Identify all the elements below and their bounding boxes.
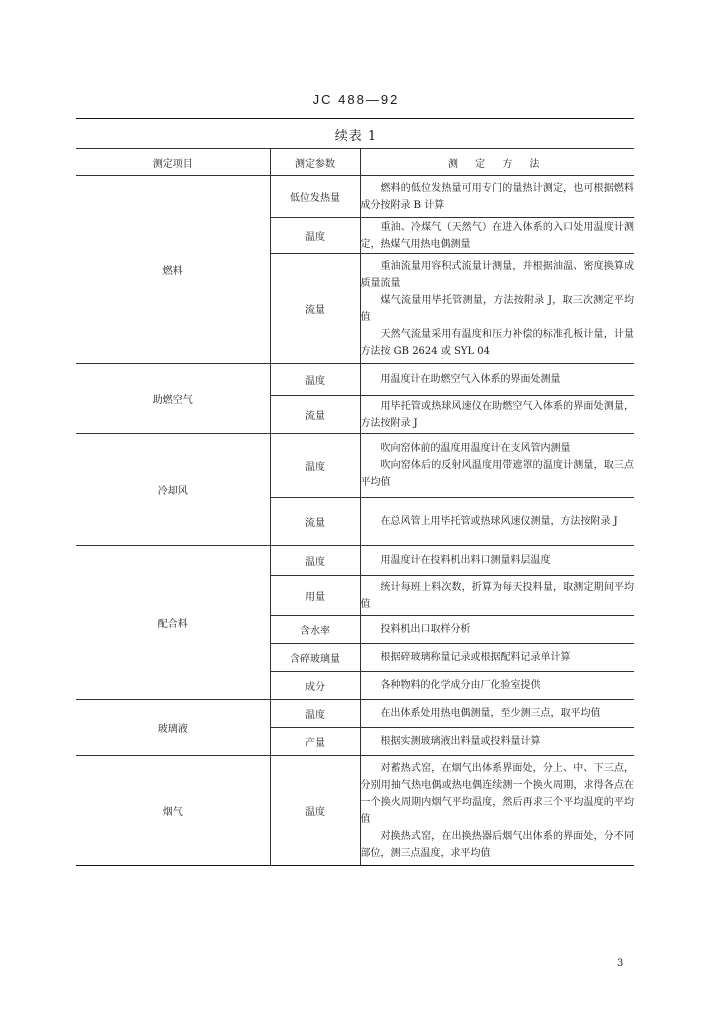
method-paragraph: 用毕托管或热球风速仪在助燃空气入体系的界面处测量，方法按附录 J: [360, 400, 634, 429]
standard-code: JC 488—92: [312, 92, 400, 107]
method-paragraph: 投料机出口取样分析: [380, 624, 471, 635]
column-header-method: 测 定 方 法: [360, 149, 634, 176]
header-rule: [76, 118, 634, 119]
method-paragraph: 吹向窑体前的温度用温度计在支风管内测量: [380, 443, 571, 454]
method-paragraph: 重油、冷煤气（天然气）在进入体系的入口处用温度计测定，热煤气用热电偶测量: [360, 221, 634, 250]
measured-parameter-cell: 成分: [270, 672, 360, 700]
table-title: 续表 1: [334, 129, 378, 144]
table-row: [76, 756, 634, 866]
measurement-method-cell: [360, 672, 634, 700]
measured-parameter-cell: 温度: [270, 218, 360, 254]
method-paragraph: 对换热式窑，在出换热器后烟气出体系的界面处，分不同部位，测三点温度，求平均值: [360, 830, 634, 859]
measured-item-cell: 配合料: [76, 546, 270, 700]
measured-item-cell: 冷却风: [76, 434, 270, 546]
measured-parameter-cell: 温度: [270, 700, 360, 728]
method-paragraph: 在总风管上用毕托管或热球风速仪测量，方法按附录 J: [380, 516, 618, 527]
table-row: [76, 700, 634, 728]
measurement-method-cell: [360, 218, 634, 254]
measured-parameter-cell: 温度: [270, 756, 360, 866]
measured-parameter-cell: 流量: [270, 254, 360, 364]
table-row: [76, 546, 634, 576]
method-paragraph: 重油流量用容积式流量计测量，并根据油温、密度换算成质量流量: [360, 260, 634, 289]
measured-parameter-cell: 温度: [270, 546, 360, 576]
measured-item-cell: 烟气: [76, 756, 270, 866]
table-row: [76, 434, 634, 498]
table-body: [76, 176, 634, 866]
measured-parameter-cell: 流量: [270, 396, 360, 434]
measurement-method-cell: [360, 700, 634, 728]
measured-item-cell: 助燃空气: [76, 364, 270, 434]
measured-parameter-cell: 含水率: [270, 616, 360, 644]
column-header-parameter: 测定参数: [270, 149, 360, 176]
measured-parameter-cell: 温度: [270, 434, 360, 498]
page-number: 3: [617, 958, 624, 969]
method-paragraph: 对蓄热式窑，在烟气出体系界面处，分上、中、下三点，分别用抽气热电偶或热电偶连续测一个换火周期，求得各点在一个换火周期内烟气平均温度，然后再求三个平均温度的平均值: [360, 762, 634, 825]
measurement-method-cell: [360, 546, 634, 576]
measurement-method-cell: [360, 756, 634, 866]
measurement-method-cell: [360, 396, 634, 434]
method-paragraph: 在出体系处用热电偶测量，至少测三点，取平均值: [380, 708, 601, 719]
table-row: [76, 176, 634, 218]
measurement-method-cell: [360, 576, 634, 616]
measured-parameter-cell: 低位发热量: [270, 176, 360, 218]
measurement-method-cell: [360, 176, 634, 218]
measurement-method-cell: [360, 728, 634, 756]
measurement-methods-table: [76, 148, 634, 866]
method-paragraph: 天然气流量采用有温度和压力补偿的标准孔板计量，计量方法按 GB 2624 或 SYL 04: [360, 328, 634, 357]
method-paragraph: 用温度计在投料机出料口测量料层温度: [380, 555, 551, 566]
measured-parameter-cell: 产量: [270, 728, 360, 756]
measured-parameter-cell: 流量: [270, 498, 360, 546]
measured-item-cell: 燃料: [76, 176, 270, 364]
table-row: [76, 364, 634, 396]
method-paragraph: 用温度计在助燃空气入体系的界面处测量: [380, 374, 561, 385]
table-header-row: [76, 149, 634, 176]
method-paragraph: 各种物料的化学成分由厂化验室提供: [380, 680, 541, 691]
method-paragraph: 统计每班上料次数，折算为每天投料量，取测定期间平均值: [360, 581, 634, 610]
method-paragraph: 煤气流量用毕托管测量，方法按附录 J，取三次测定平均值: [360, 294, 634, 323]
measurement-method-cell: [360, 434, 634, 498]
measurement-method-cell: [360, 644, 634, 672]
method-paragraph: 根据实测玻璃液出料量或投料量计算: [380, 736, 541, 747]
measurement-method-cell: [360, 498, 634, 546]
method-paragraph: 根据碎玻璃称量记录或根据配料记录单计算: [380, 652, 571, 663]
measured-parameter-cell: 温度: [270, 364, 360, 396]
measurement-method-cell: [360, 254, 634, 364]
measured-parameter-cell: 用量: [270, 576, 360, 616]
measurement-method-cell: [360, 616, 634, 644]
measured-parameter-cell: 含碎玻璃量: [270, 644, 360, 672]
method-paragraph: 燃料的低位发热量可用专门的量热计测定，也可根据燃料成分按附录 B 计算: [360, 182, 634, 211]
method-paragraph: 吹向窑体后的反射风温度用带遮罩的温度计测量，取三点平均值: [360, 460, 634, 488]
column-header-item: 测定项目: [76, 149, 270, 176]
measured-item-cell: 玻璃液: [76, 700, 270, 756]
measurement-method-cell: [360, 364, 634, 396]
